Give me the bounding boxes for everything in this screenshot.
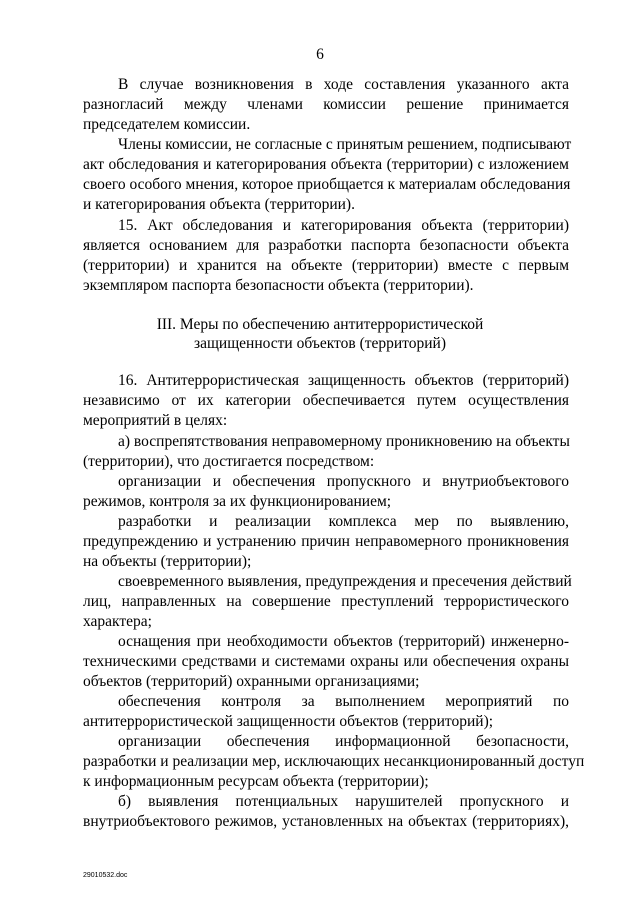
text-line: разработки и реализации комплекса мер по выявлению,	[118, 513, 569, 530]
text-line: обеспечения контроля за выполнением мероприятий по	[118, 693, 569, 710]
text-line: экземпляром паспорта безопасности объекта (территории).	[83, 277, 474, 294]
text-line: режимов, контроля за их функционированием;	[83, 493, 392, 510]
text-line: 16. Антитеррористическая защищенность объектов (территорий)	[118, 372, 569, 389]
page-number: 6	[316, 46, 324, 63]
text-line: оснащения при необходимости объектов (территорий) инженерно-	[118, 633, 569, 650]
text-line: акт обследования и категорирования объекта (территории) с изложением	[83, 156, 569, 173]
text-line: разногласий между членами комиссии решение принимается	[83, 96, 569, 113]
text-line: председателем комиссии.	[83, 116, 251, 133]
text-line: своевременного выявления, предупреждения и пресечения действий	[118, 573, 572, 590]
text-line: независимо от их категории обеспечивается путем осуществления	[83, 392, 569, 409]
text-line: техническими средствами и системами охраны или обеспечения охраны	[83, 653, 569, 670]
text-line: а) воспрепятствования неправомерному проникновению на объекты	[118, 433, 570, 450]
text-line: В случае возникновения в ходе составления указанного акта	[118, 76, 569, 93]
text-line: организации обеспечения информационной безопасности,	[118, 733, 569, 750]
text-line: к информационным ресурсам объекта (территории);	[83, 773, 429, 790]
text-line: своего особого мнения, которое приобщается к материалам обследования	[83, 176, 571, 193]
text-line: б) выявления потенциальных нарушителей пропускного и	[118, 793, 569, 810]
section-heading-line: III. Меры по обеспечению антитеррористической	[156, 316, 484, 333]
footer-filename: 29010532.doc	[83, 872, 128, 879]
text-line: Члены комиссии, не согласные с принятым решением, подписывают	[118, 136, 572, 153]
text-line: на объекты (территории);	[83, 553, 252, 570]
text-line: антитеррористической защищенности объектов (территорий);	[83, 713, 494, 730]
text-line: (территории) и хранится на объекте (территории) вместе с первым	[83, 257, 569, 274]
text-line: организации и обеспечения пропускного и внутриобъектового	[118, 473, 569, 490]
text-line: предупреждению и устранению причин неправомерного проникновения	[83, 533, 569, 550]
text-line: и категорирования объекта (территории).	[83, 196, 355, 213]
text-line: мероприятий в целях:	[83, 412, 228, 429]
text-line: лиц, направленных на совершение преступлений террористического	[83, 593, 569, 610]
section-heading-line: защищенности объектов (территорий)	[193, 335, 446, 352]
text-line: является основанием для разработки паспорта безопасности объекта	[83, 237, 569, 254]
text-line: 15. Акт обследования и категорирования объекта (территории)	[118, 217, 569, 234]
text-line: (территории), что достигается посредством:	[83, 453, 375, 470]
text-line: характера;	[83, 613, 152, 630]
text-line: внутриобъектового режимов, установленных на объектах (территориях),	[83, 813, 569, 830]
text-line: объектов (территорий) охранными организациями;	[83, 673, 420, 690]
text-line: разработки и реализации мер, исключающих несанкционированный доступ	[83, 753, 585, 770]
